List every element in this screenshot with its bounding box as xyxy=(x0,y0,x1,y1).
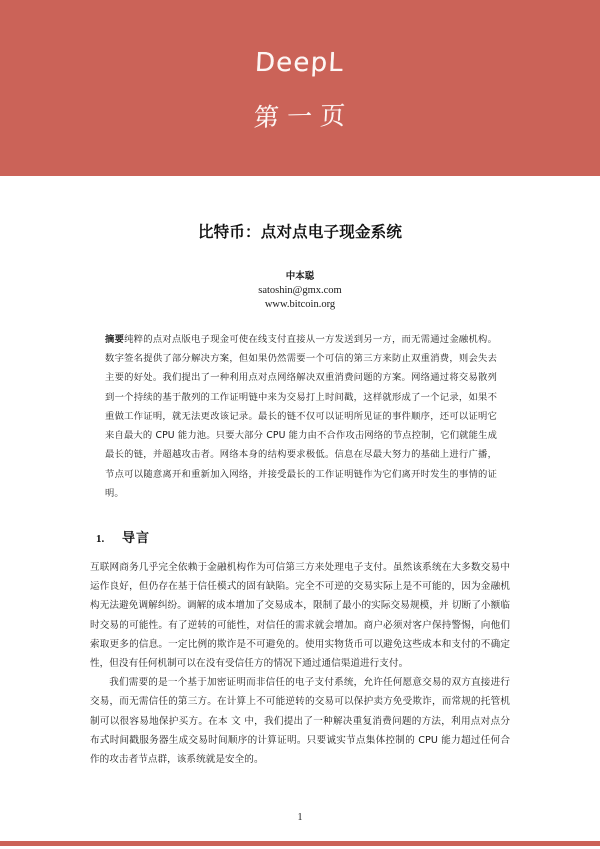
body-paragraph: 互联网商务几乎完全依赖于金融机构作为可信第三方来处理电子支付。虽然该系统在大多数交易中运作良好，但仍存在基于信任模式的固有缺陷。完全不可逆的交易实际上是不可能的，因为金融机构无法避免调解纠纷。调解的成本增加了交易成本，限制了最小的实际交易规模，并 切断了小额临时交易的可能性。有了逆转的可能性，对信任的需求就会增加。商户必须对客户保持警惕，向他们索取更多的信息。一定比例的欺诈是不可避免的。使用实物货币可以避免这些成本和支付的不确定性，但没有任何机制可以在没有受信任方的情况下通过通信渠道进行支付。 xyxy=(90,562,510,670)
section-title: 导言 xyxy=(122,531,151,547)
page-title: 比特币：点对点电子现金系统 xyxy=(197,223,403,241)
abstract-text: 纯粹的点对点版电子现金可使在线支付直接从一方发送到另一方，而无需通过金融机构。数字签名提供了部分解决方案，但如果仍然需要一个可信的第三方来防止双重消费，则会失去主要的好处。我们提出了一种利用点对点网络解决双重消费问题的方案。网络通过将交易散列到一个持续的基于散列的工作证明链中来为交易打上时间戳，这样就形成了一个记录，如果不重做工作证明，就无法更改该记录。最长的链不仅可以证明所见证的事件顺序，还可以证明它来自最大的 CPU 能力池。只要大部分 CPU 能力由不合作攻击网络的节点控制，它们就能生成最长的链，并超越攻击者。网络本身的结构要求极低。信息在尽最大努力的基础上进行广播，节点可以随意离开和重新加入网络，并接受最长的工作证明链作为它们离开时发生的事情的证明。 xyxy=(105,333,498,499)
document-page xyxy=(0,176,600,841)
author-name: 中本聪 xyxy=(285,271,315,282)
section-heading-introduction xyxy=(96,527,600,546)
section-number: 1. xyxy=(96,533,105,546)
author-website: www.bitcoin.org xyxy=(264,299,336,311)
author-block xyxy=(0,270,600,312)
banner-page-label: 第一页 xyxy=(253,100,355,132)
deepl-logo-text: DeepL xyxy=(254,48,346,78)
abstract-paragraph xyxy=(105,330,497,503)
body-paragraph: 我们需要的是一个基于加密证明而非信任的电子支付系统，允许任何愿意交易的双方直接进行交易，而无需信任的第三方。在计算上不可能逆转的交易可以保护卖方免受欺诈，而常规的托管机制可以很容易地保护买方。在本 文 中，我们提出了一种解决重复消费问题的方法，利用点对点分布式时间戳服务器生成交易时间顺序的计算证明。只要诚实节点集体控制的 CPU 能力超过任何合作的攻击者节点群，该系统就是安全的。 xyxy=(90,677,510,765)
deepl-translation-banner xyxy=(0,0,600,176)
author-email: satoshin@gmx.com xyxy=(258,285,342,297)
abstract-label: 摘要 xyxy=(105,333,125,345)
page-number: 1 xyxy=(297,812,303,823)
